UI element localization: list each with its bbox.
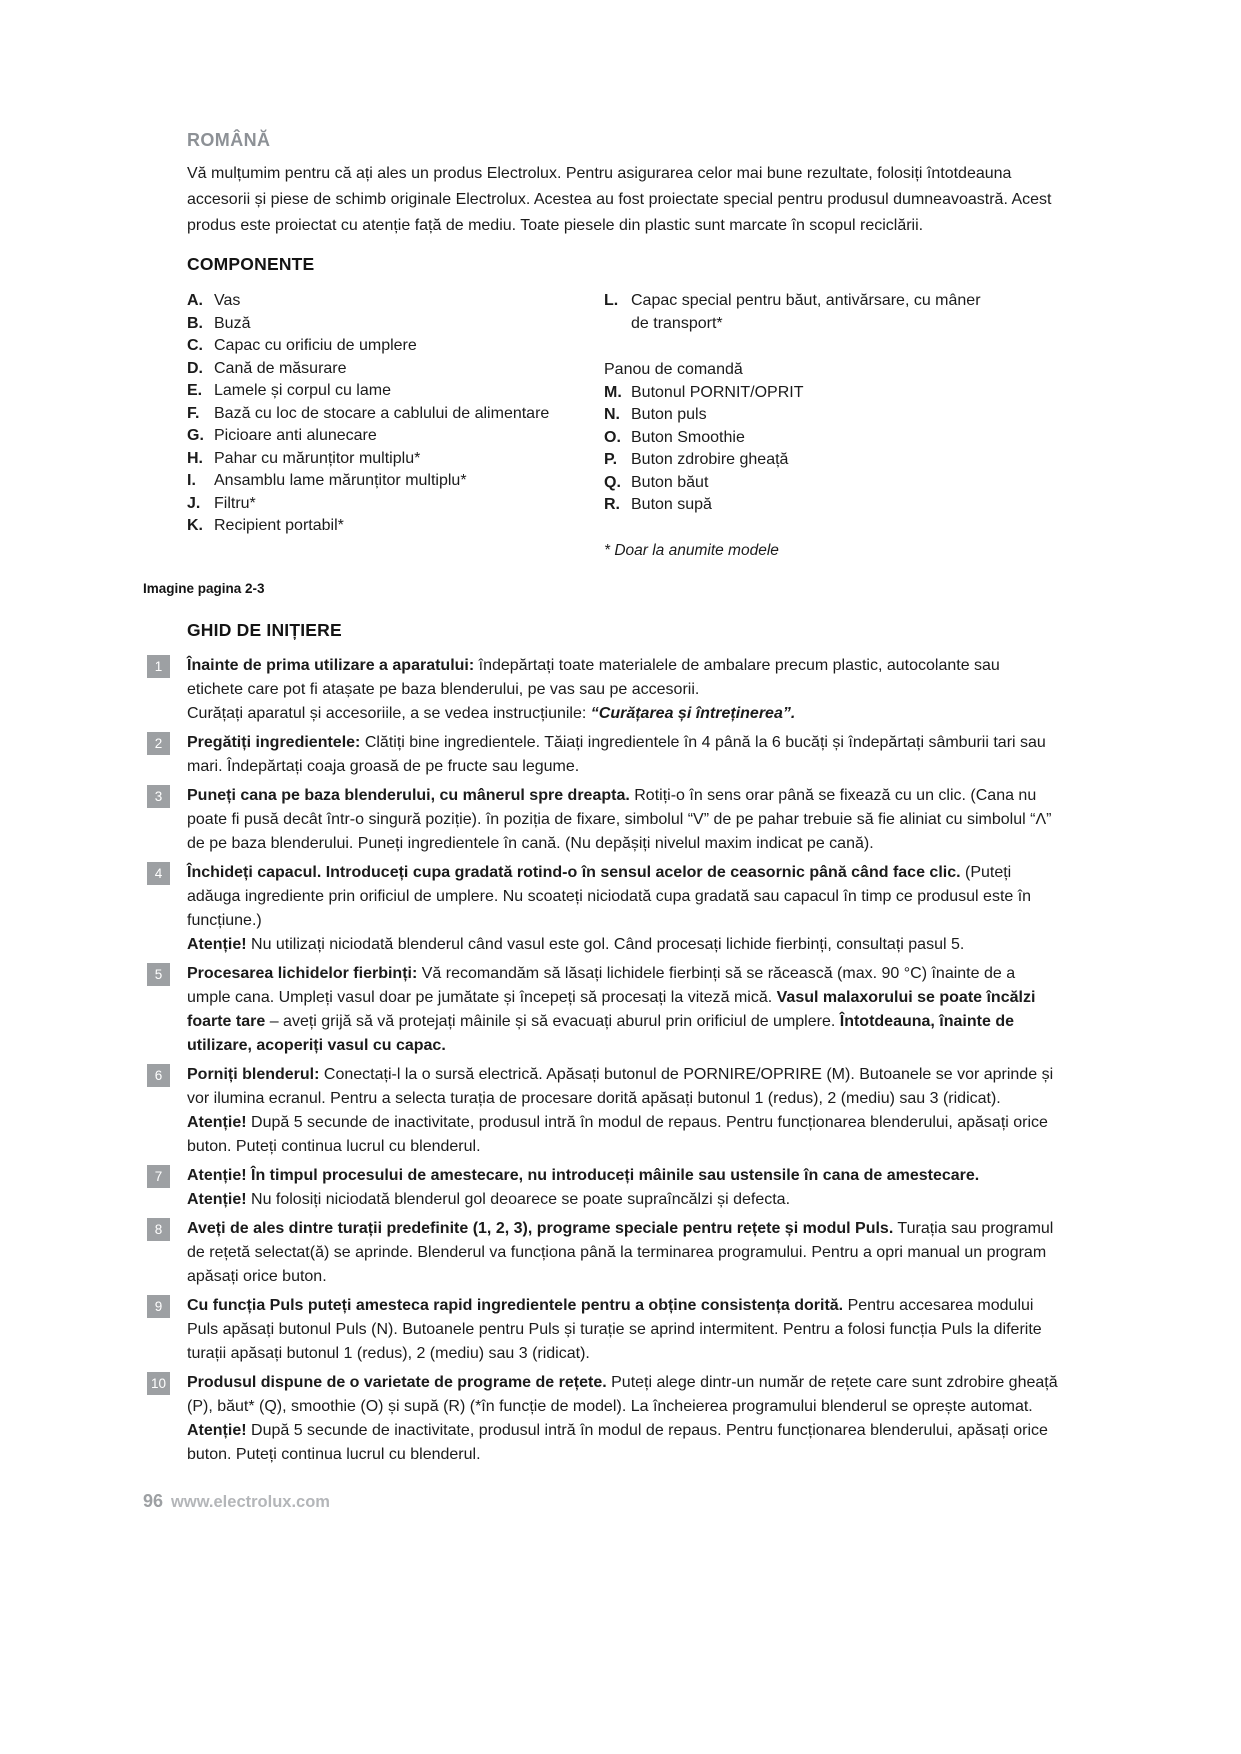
page-footer (143, 1491, 330, 1512)
step-paragraph (187, 784, 1060, 856)
component-key: A. (187, 292, 203, 309)
step-text (187, 1217, 1060, 1289)
component-key: H. (187, 449, 203, 467)
step-text-segment: Pregătiți ingredientele: (187, 734, 361, 751)
component-text: Buton Smoothie (631, 428, 745, 446)
step-text-segment: (Puteți adăuga ingrediente prin orificiul de umplere. Nu scoateți niciodată cupa gradată sau capacul în timp ce produsul este în funcțiune.) (187, 864, 1032, 929)
step-paragraph (187, 1188, 1060, 1212)
step-number-badge: 2 (147, 732, 170, 755)
step-text-segment: Atenție! (187, 1114, 247, 1131)
components-columns (187, 290, 1067, 560)
step-text-segment: Vă recomandăm să lăsați lichidele fierbinți să se răcească (max. 90 °C) înainte de a umple cana. Umpleți vasul doar pe jumătate și începeți să procesați la viteză mică. (187, 965, 1016, 1006)
step-paragraph (187, 654, 1060, 702)
components-section (187, 254, 1067, 560)
component-text: Buton supă (631, 496, 712, 513)
component-item (187, 470, 604, 493)
component-text: Capac cu orificiu de umplere (214, 337, 417, 354)
component-item (187, 448, 604, 471)
component-key: F. (187, 404, 200, 422)
component-item (187, 313, 604, 336)
step-text-segment: Procesarea lichidelor fierbinți: (187, 965, 418, 982)
step-text (187, 1164, 1060, 1212)
step-text-segment: Porniți blenderul: (187, 1066, 320, 1083)
step-paragraph (187, 861, 1060, 933)
component-text: Capac special pentru băut, antivărsare, cu mâner de transport* (631, 292, 981, 332)
guide-step (154, 784, 1060, 856)
component-text: Lamele și corpul cu lame (214, 382, 391, 399)
components-list-left (187, 290, 604, 560)
guide-step (154, 654, 1060, 726)
component-text: Pahar cu mărunțitor multiplu* (214, 449, 421, 467)
step-text (187, 962, 1060, 1058)
step-text-segment: Atenție! (187, 936, 247, 953)
step-text-segment: Pentru accesarea modului Puls apăsați butonul Puls (N). Butoanele pentru Puls și turație se aprind intermitent. Pentru a folosi funcția Puls la diferite turații apăsați butonul 1 (redus), 2 (mediu) sau 3 (ridicat). (187, 1297, 1042, 1362)
component-key: P. (604, 451, 618, 468)
component-item (187, 493, 604, 516)
step-text-segment: Produsul dispune de o varietate de programe de rețete. (187, 1374, 607, 1391)
step-paragraph (187, 1111, 1060, 1159)
step-text-segment: îndepărtați toate materialele de ambalare precum plastic, autocolante sau etichete care pot fi atașate pe baza blenderului, pe vas sau pe accesorii. (187, 657, 1000, 698)
guide-step (154, 962, 1060, 1058)
guide-step (154, 1294, 1060, 1366)
step-text (187, 784, 1060, 856)
component-key: J. (187, 494, 201, 512)
component-key: O. (604, 428, 621, 446)
step-text-segment: Conectați-l la o sursă electrică. Apăsați butonul de PORNIRE/OPRIRE (M). Butoanele se vor aprinde și vor ilumina ecranul. Pentru a selecta turația de procesare dorită apăsați butonul 1 (redus), 2 (mediu) sau 3 (ridicat). (187, 1066, 1054, 1107)
component-key: G. (187, 427, 204, 444)
component-item (187, 403, 604, 426)
step-paragraph (187, 933, 1060, 957)
step-number-badge: 5 (147, 963, 170, 986)
getting-started-section (150, 620, 1060, 1472)
step-text-segment: Înainte de prima utilizare a aparatului: (187, 657, 475, 674)
component-key: N. (604, 406, 620, 423)
step-paragraph (187, 1217, 1060, 1289)
step-text (187, 654, 1060, 726)
step-paragraph (187, 1419, 1060, 1467)
guide-step (154, 1217, 1060, 1289)
component-text: Ansamblu lame mărunțitor multiplu* (214, 472, 467, 489)
step-text (187, 1294, 1060, 1366)
component-item (604, 494, 1060, 517)
component-text: Filtru* (214, 494, 256, 512)
component-text: Butonul PORNIT/OPRIT (631, 383, 804, 401)
component-text: Picioare anti alunecare (214, 427, 377, 444)
step-number-badge: 8 (147, 1218, 170, 1241)
step-text (187, 1063, 1060, 1159)
component-key: R. (604, 496, 620, 513)
step-number-badge: 7 (147, 1165, 170, 1188)
step-text (187, 861, 1060, 957)
step-text-segment: Puteți alege dintr-un număr de rețete care sunt zdrobire gheață (P), băut* (Q), smoothie (O) și supă (R) (*în funcție de model). La încheierea programului blenderul se oprește automat. (187, 1374, 1058, 1415)
component-key: D. (187, 359, 203, 377)
component-item (604, 404, 1060, 427)
step-text-segment: Închideți capacul. Introduceți cupa gradată rotind-o în sensul acelor de ceasornic până când face clic. (187, 864, 961, 881)
step-number-badge: 1 (147, 655, 170, 678)
component-key: C. (187, 337, 203, 354)
page-number: 96 (143, 1491, 164, 1511)
step-text-segment: Întotdeauna, înainte de utilizare, acoperiți vasul cu capac. (187, 1013, 1014, 1054)
component-lead-slot (604, 290, 1060, 335)
step-paragraph (187, 1294, 1060, 1366)
guide-steps (150, 654, 1060, 1467)
step-text-segment: Vasul malaxorului se poate încălzi foarte tare (187, 989, 1036, 1030)
step-text-segment: După 5 secunde de inactivitate, produsul intră în modul de repaus. Pentru funcționarea blenderului, apăsați orice buton. Puteți continua lucrul cu blenderul. (187, 1114, 1048, 1155)
step-text-segment: Nu folosiți niciodată blenderul gol deoarece se poate supraîncălzi și defecta. (246, 1191, 791, 1208)
component-key: L. (604, 292, 619, 309)
step-paragraph (187, 1371, 1060, 1419)
component-text: Buză (214, 314, 251, 332)
component-item (187, 335, 604, 358)
component-text: Buton zdrobire gheață (631, 451, 789, 468)
step-text-segment: “Curățarea și întreținerea”. (590, 705, 796, 722)
step-number-badge: 9 (147, 1295, 170, 1318)
component-key: E. (187, 382, 203, 399)
component-key: I. (187, 472, 196, 489)
step-text-segment: Atenție! (187, 1191, 247, 1208)
component-text: Buton băut (631, 473, 709, 491)
page-header-section (187, 130, 1060, 239)
guide-step (154, 1063, 1060, 1159)
step-text-segment: Cu funcția Puls puteți amesteca rapid ingredientele pentru a obține consistența dorită. (187, 1297, 844, 1314)
component-item (604, 382, 1060, 405)
step-text-segment: Curățați aparatul și accesoriile, a se vedea instrucțiunile: (187, 705, 591, 722)
step-paragraph (187, 702, 1060, 726)
components-list-right (604, 290, 1060, 560)
step-text-segment: Puneți cana pe baza blenderului, cu mânerul spre dreapta. (187, 787, 630, 804)
step-text-segment: Rotiți-o în sens orar până se fixează cu un clic. (Cana nu poate fi pusă decât într-o singură poziție). în poziția de fixare, simbolul “V” de pe pahar trebuie să fie aliniat cu simbolul “Λ” de pe baza blenderului. Puneți ingredientele în cană. (Nu depășiți nivelul maxim indicat pe cană). (187, 787, 1052, 852)
step-text-segment: Atenție! (187, 1422, 247, 1439)
site-url: www.electrolux.com (171, 1493, 330, 1511)
component-item (187, 380, 604, 403)
components-panel-items (604, 382, 1060, 517)
step-text (187, 1371, 1060, 1467)
step-text-segment: Atenție! În timpul procesului de amestecare, nu introduceți mâinile sau ustensile în cana de amestecare. (187, 1167, 980, 1184)
step-paragraph (187, 731, 1060, 779)
control-panel-label: Panou de comandă (604, 361, 743, 378)
component-key: Q. (604, 473, 621, 491)
step-text-segment: Turația sau programul de rețetă selectat(ă) se aprinde. Blenderul va funcționa până la terminarea programului. Pentru a opri manual un program apăsați orice buton. (187, 1220, 1054, 1285)
image-reference: Imagine pagina 2-3 (143, 581, 265, 596)
step-paragraph (187, 962, 1060, 1058)
component-text: Buton puls (631, 406, 707, 423)
step-text-segment: Nu utilizați niciodată blenderul când vasul este gol. Când procesați lichide fierbinți, consultați pasul 5. (246, 936, 965, 953)
component-text: Bază cu loc de stocare a cablului de alimentare (214, 404, 550, 422)
component-item (604, 472, 1060, 495)
step-text (187, 731, 1060, 779)
step-paragraph (187, 1164, 1060, 1188)
step-number-badge: 10 (147, 1372, 170, 1395)
components-heading: COMPONENTE (187, 254, 315, 274)
component-item (187, 358, 604, 381)
component-text: Cană de măsurare (214, 359, 347, 377)
intro-paragraph: Vă mulțumim pentru că ați ales un produs Electrolux. Pentru asigurarea celor mai bune rezultate, folosiți întotdeauna accesorii și piese de schimb originale Electrolux. Acestea au fost proiectate special pentru produsul dumneavoastră. Acest produs este proiectat cu atenție față de mediu. Toate piesele din plastic sunt marcate în scopul reciclării. (187, 165, 1052, 234)
guide-step (154, 861, 1060, 957)
component-item (187, 515, 604, 538)
components-footnote: * Doar la anumite modele (604, 541, 779, 559)
guide-step (154, 1164, 1060, 1212)
step-text-segment: Aveți de ales dintre turații predefinite (1, 2, 3), programe speciale pentru rețete și modul Puls. (187, 1220, 894, 1237)
component-text: Recipient portabil* (214, 517, 344, 534)
component-item (604, 427, 1060, 450)
component-key: M. (604, 383, 622, 401)
component-item (187, 290, 604, 313)
component-key: K. (187, 517, 203, 534)
step-paragraph (187, 1063, 1060, 1111)
step-number-badge: 3 (147, 785, 170, 808)
guide-step (154, 731, 1060, 779)
step-text-segment: După 5 secunde de inactivitate, produsul intră în modul de repaus. Pentru funcționarea blenderului, apăsați orice buton. Puteți continua lucrul cu blenderul. (187, 1422, 1048, 1463)
component-item (604, 290, 1060, 335)
step-text-segment: Clătiți bine ingredientele. Tăiați ingredientele în 4 până la 6 bucăți și îndepărtați sâmburii tari sau mari. Îndepărtați coaja groasă de pe fructe sau legume. (187, 734, 1046, 775)
language-heading: ROMÂNĂ (187, 130, 271, 150)
component-key: B. (187, 314, 203, 332)
guide-heading: GHID DE INIȚIERE (187, 620, 342, 640)
component-item (187, 425, 604, 448)
component-item (604, 449, 1060, 472)
component-text: Vas (214, 292, 241, 309)
guide-step (150, 1371, 1060, 1467)
step-text-segment: – aveți grijă să vă protejați mâinile și să evacuați aburul prin orificiul de umplere. (265, 1013, 840, 1030)
step-number-badge: 6 (147, 1064, 170, 1087)
step-number-badge: 4 (147, 862, 170, 885)
